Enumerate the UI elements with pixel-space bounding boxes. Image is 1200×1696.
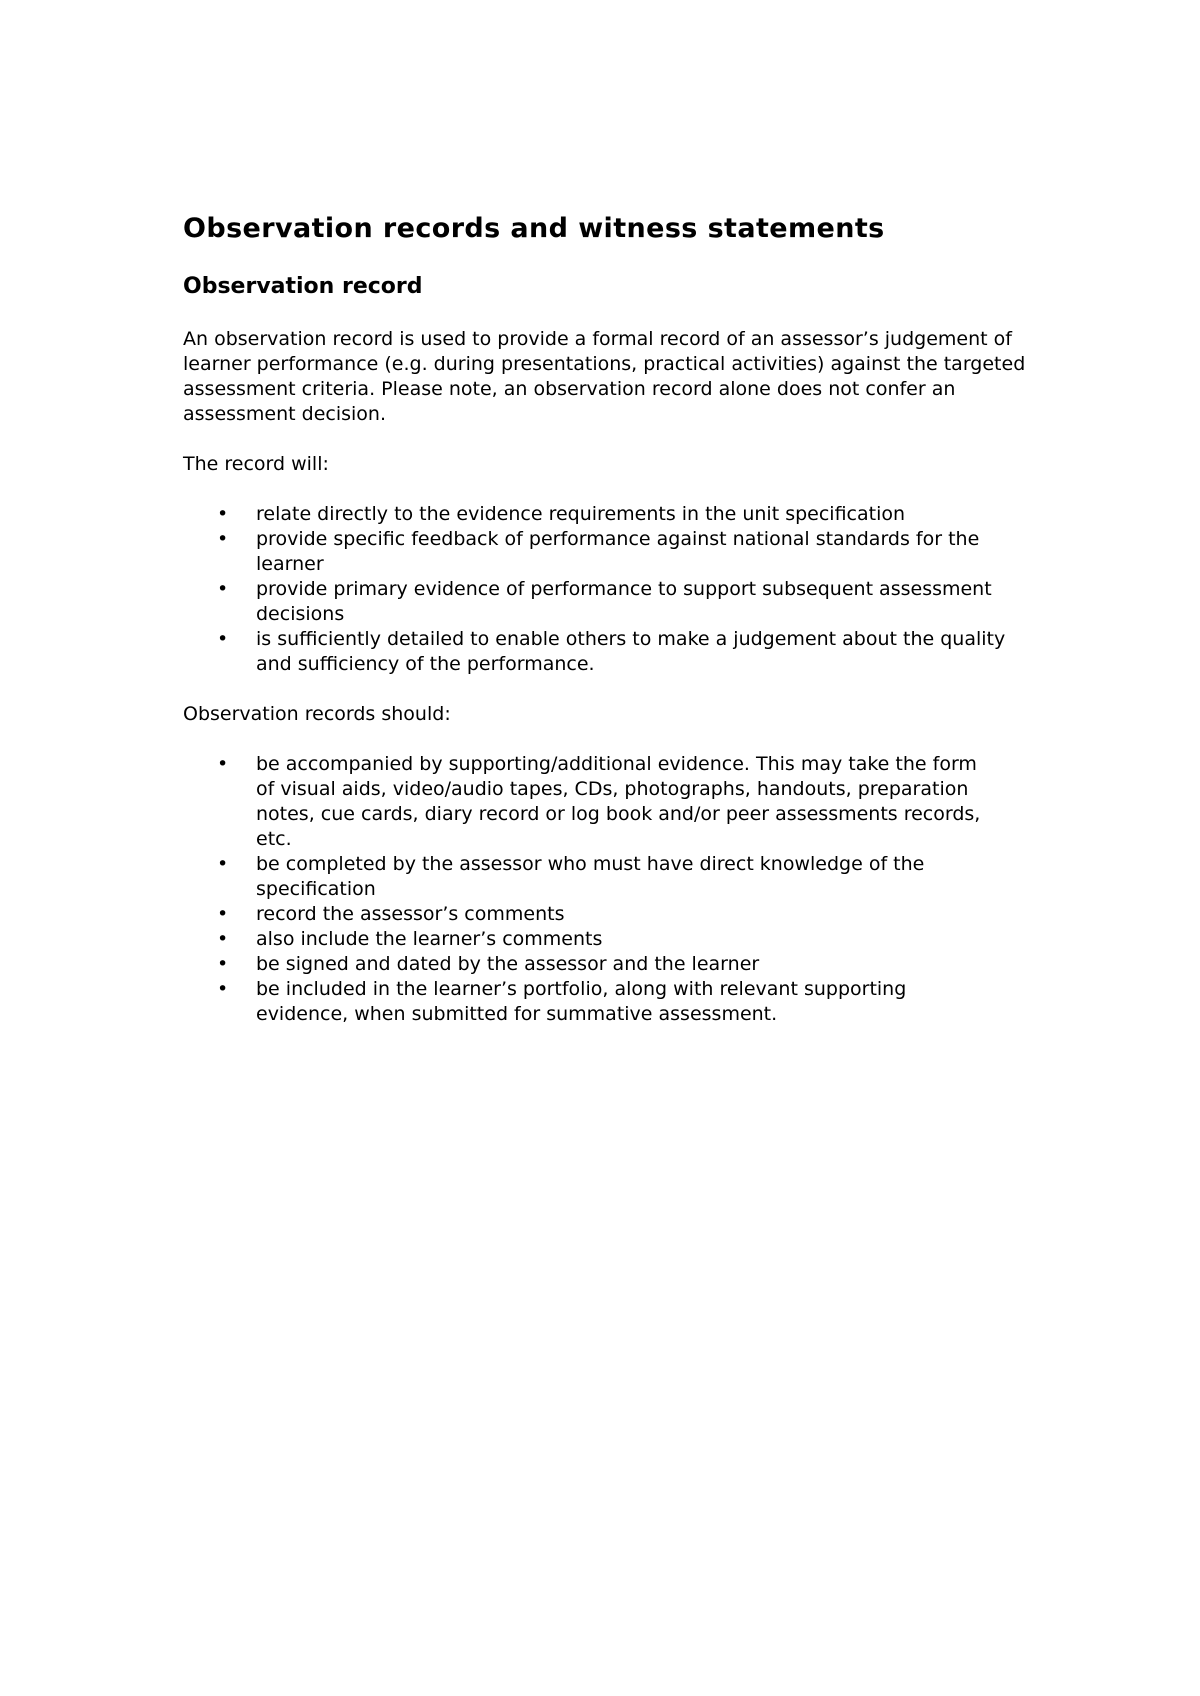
list-item — [183, 577, 1016, 627]
list-item-text: record the assessor’s comments — [256, 903, 565, 925]
record-will-list — [183, 502, 1043, 677]
bullet-icon: • — [217, 578, 229, 600]
bullet-icon: • — [217, 953, 229, 975]
bullet-icon: • — [217, 528, 229, 550]
list-item — [183, 902, 986, 927]
bullet-icon: • — [217, 853, 229, 875]
list-item — [183, 502, 1016, 527]
document-title: Observation records and witness statements — [183, 213, 885, 244]
list-item-text: is sufficiently detailed to enable others to make a judgement about the quality and sufficiency of the performance. — [256, 628, 1006, 675]
list-item-text: be signed and dated by the assessor and the learner — [256, 953, 760, 975]
list-item-text: be included in the learner’s portfolio, along with relevant supporting evidence, when submitted for summative assessment. — [256, 978, 907, 1025]
list-item — [183, 627, 1016, 677]
list-item-text: provide primary evidence of performance to support subsequent assessment decisions — [256, 578, 992, 625]
bullet-icon: • — [217, 628, 229, 650]
record-will-lead: The record will: — [183, 453, 329, 475]
bullet-icon: • — [217, 753, 229, 775]
list-item-text: be accompanied by supporting/additional evidence. This may take the form of visual aids, video/audio tapes, CDs, photographs, handouts, preparation notes, cue cards, diary record or log book and/or peer assessments records, etc. — [256, 753, 981, 850]
intro-paragraph: An observation record is used to provide a formal record of an assessor’s judgement of learner performance (e.g. during presentations, practical activities) against the targeted assessment criteria. Please note, an observation record alone does not confer an assessment decision. — [183, 328, 1026, 425]
list-item-text: also include the learner’s comments — [256, 928, 603, 950]
list-item — [183, 927, 986, 952]
list-item — [183, 852, 986, 902]
list-item — [183, 977, 986, 1027]
list-item — [183, 527, 1016, 577]
list-item-text: be completed by the assessor who must have direct knowledge of the specification — [256, 853, 925, 900]
list-item — [183, 752, 986, 852]
list-item-text: relate directly to the evidence requirements in the unit specification — [256, 503, 906, 525]
bullet-icon: • — [217, 928, 229, 950]
document-content — [183, 205, 1043, 1027]
should-list — [183, 752, 1043, 1027]
bullet-icon: • — [217, 978, 229, 1000]
list-item-text: provide specific feedback of performance against national standards for the learner — [256, 528, 980, 575]
bullet-icon: • — [217, 903, 229, 925]
should-lead: Observation records should: — [183, 703, 451, 725]
section-heading: Observation record — [183, 274, 423, 299]
list-item — [183, 952, 986, 977]
bullet-icon: • — [217, 503, 229, 525]
